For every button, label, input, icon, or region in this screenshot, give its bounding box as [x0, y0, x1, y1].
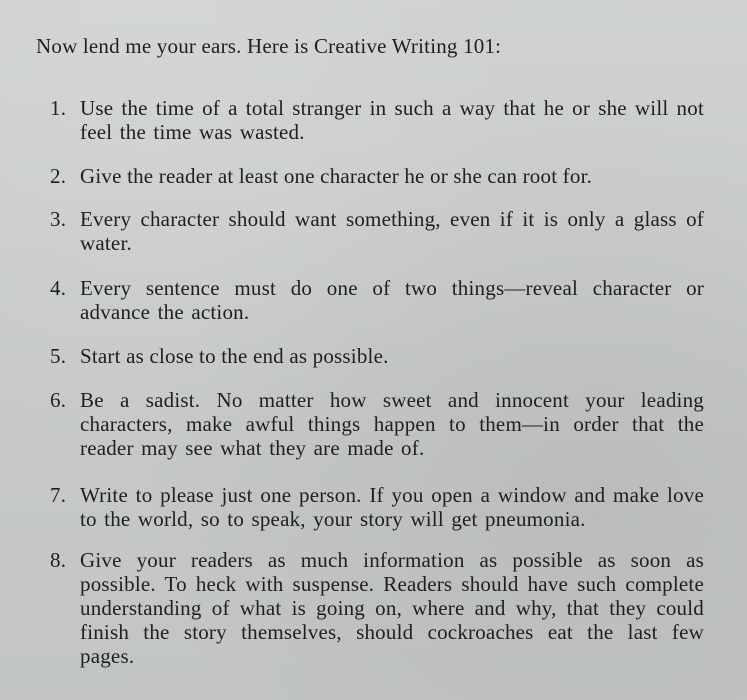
rule-number: 6. — [50, 388, 67, 412]
rule-number: 1. — [50, 96, 67, 120]
rule-number: 3. — [50, 207, 67, 231]
rule-text: Start as close to the end as possible. — [80, 344, 389, 368]
rule-text: Be a sadist. No matter how sweet and innocent your leading characters, make awful things happen to them—in order that the reader may see what they are made of. — [80, 388, 704, 460]
rule-number: 7. — [50, 483, 67, 507]
rule-text: Every sentence must do one of two things—reveal character or advance the action. — [80, 276, 704, 324]
rule-text: Every character should want something, even if it is only a glass of water. — [80, 207, 704, 255]
rule-text: Give your readers as much information as possible as soon as possible. To heck with suspense. Readers should have such complete understanding of what is going on, where and why, that they could finish the story themselves, should cockroaches eat the last few pages. — [80, 548, 704, 668]
rule-text: Give the reader at least one character he or she can root for. — [80, 164, 593, 188]
rule-text: Use the time of a total stranger in such a way that he or she will not feel the time was wasted. — [80, 96, 704, 144]
intro-line: Now lend me your ears. Here is Creative Writing 101: — [36, 34, 502, 58]
rule-number: 5. — [50, 344, 67, 368]
rule-text: Write to please just one person. If you open a window and make love to the world, so to speak, your story will get pneumonia. — [80, 483, 704, 531]
rule-number: 8. — [50, 548, 67, 572]
rule-number: 2. — [50, 164, 67, 188]
rule-number: 4. — [50, 276, 67, 300]
